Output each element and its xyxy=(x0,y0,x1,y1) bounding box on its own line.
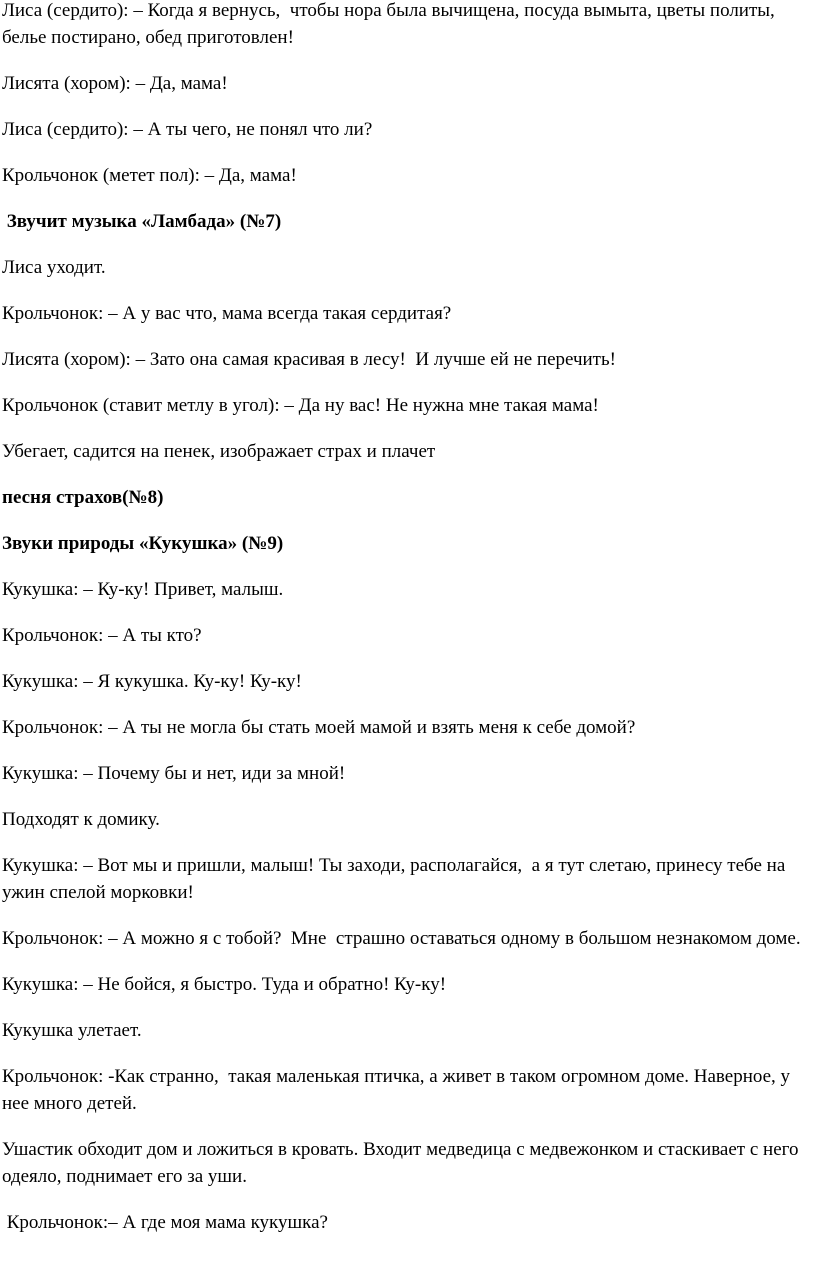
paragraph-19: Кукушка: – Вот мы и пришли, малыш! Ты заходи, располагайся, а я тут слетаю, принесу тебе на ужин спелой морковки! xyxy=(2,855,790,903)
paragraph-21: Кукушка: – Не бойся, я быстро. Туда и обратно! Ку-ку! xyxy=(2,974,447,995)
paragraph-25: Крольчонок:– А где моя мама кукушка? xyxy=(2,1212,328,1233)
paragraph-17: Кукушка: – Почему бы и нет, иди за мной! xyxy=(2,763,346,784)
paragraph-7: Крольчонок: – А у вас что, мама всегда такая сердитая? xyxy=(2,303,452,324)
music-cue-lambada: Звучит музыка «Ламбада» (№7) xyxy=(2,211,282,232)
music-cue-cuckoo: Звуки природы «Кукушка» (№9) xyxy=(2,533,284,554)
paragraph-2: Лисята (хором): – Да, мама! xyxy=(2,73,228,94)
paragraph-4: Крольчонок (метет пол): – Да, мама! xyxy=(2,165,297,186)
paragraph-8: Лисята (хором): – Зато она самая красивая в лесу! И лучше ей не перечить! xyxy=(2,349,616,370)
paragraph-9: Крольчонок (ставит метлу в угол): – Да ну вас! Не нужна мне такая мама! xyxy=(2,395,599,416)
paragraph-16: Крольчонок: – А ты не могла бы стать моей мамой и взять меня к себе домой? xyxy=(2,717,636,738)
paragraph-10: Убегает, садится на пенек, изображает страх и плачет xyxy=(2,441,436,462)
paragraph-6: Лиса уходит. xyxy=(2,257,106,278)
music-cue-fear-song: песня страхов(№8) xyxy=(2,487,164,508)
paragraph-20: Крольчонок: – А можно я с тобой? Мне страшно оставаться одному в большом незнакомом доме. xyxy=(2,928,801,949)
paragraph-14: Крольчонок: – А ты кто? xyxy=(2,625,202,646)
paragraph-13: Кукушка: – Ку-ку! Привет, малыш. xyxy=(2,579,284,600)
paragraph-15: Кукушка: – Я кукушка. Ку-ку! Ку-ку! xyxy=(2,671,302,692)
paragraph-24: Ушастик обходит дом и ложиться в кровать. Входит медведица с медвежонком и стаскивает с него одеяло, поднимает его за уши. xyxy=(2,1139,804,1187)
paragraph-1: Лиса (сердито): – Когда я вернусь, чтобы нора была вычищена, посуда вымыта, цветы политы, белье постирано, обед приготовлен! xyxy=(2,0,780,48)
paragraph-18: Подходят к домику. xyxy=(2,809,160,830)
paragraph-23: Крольчонок: -Как странно, такая маленькая птичка, а живет в таком огромном доме. Наверное, у нее много детей. xyxy=(2,1066,795,1114)
paragraph-3: Лиса (сердито): – А ты чего, не понял что ли? xyxy=(2,119,373,140)
paragraph-22: Кукушка улетает. xyxy=(2,1020,142,1041)
